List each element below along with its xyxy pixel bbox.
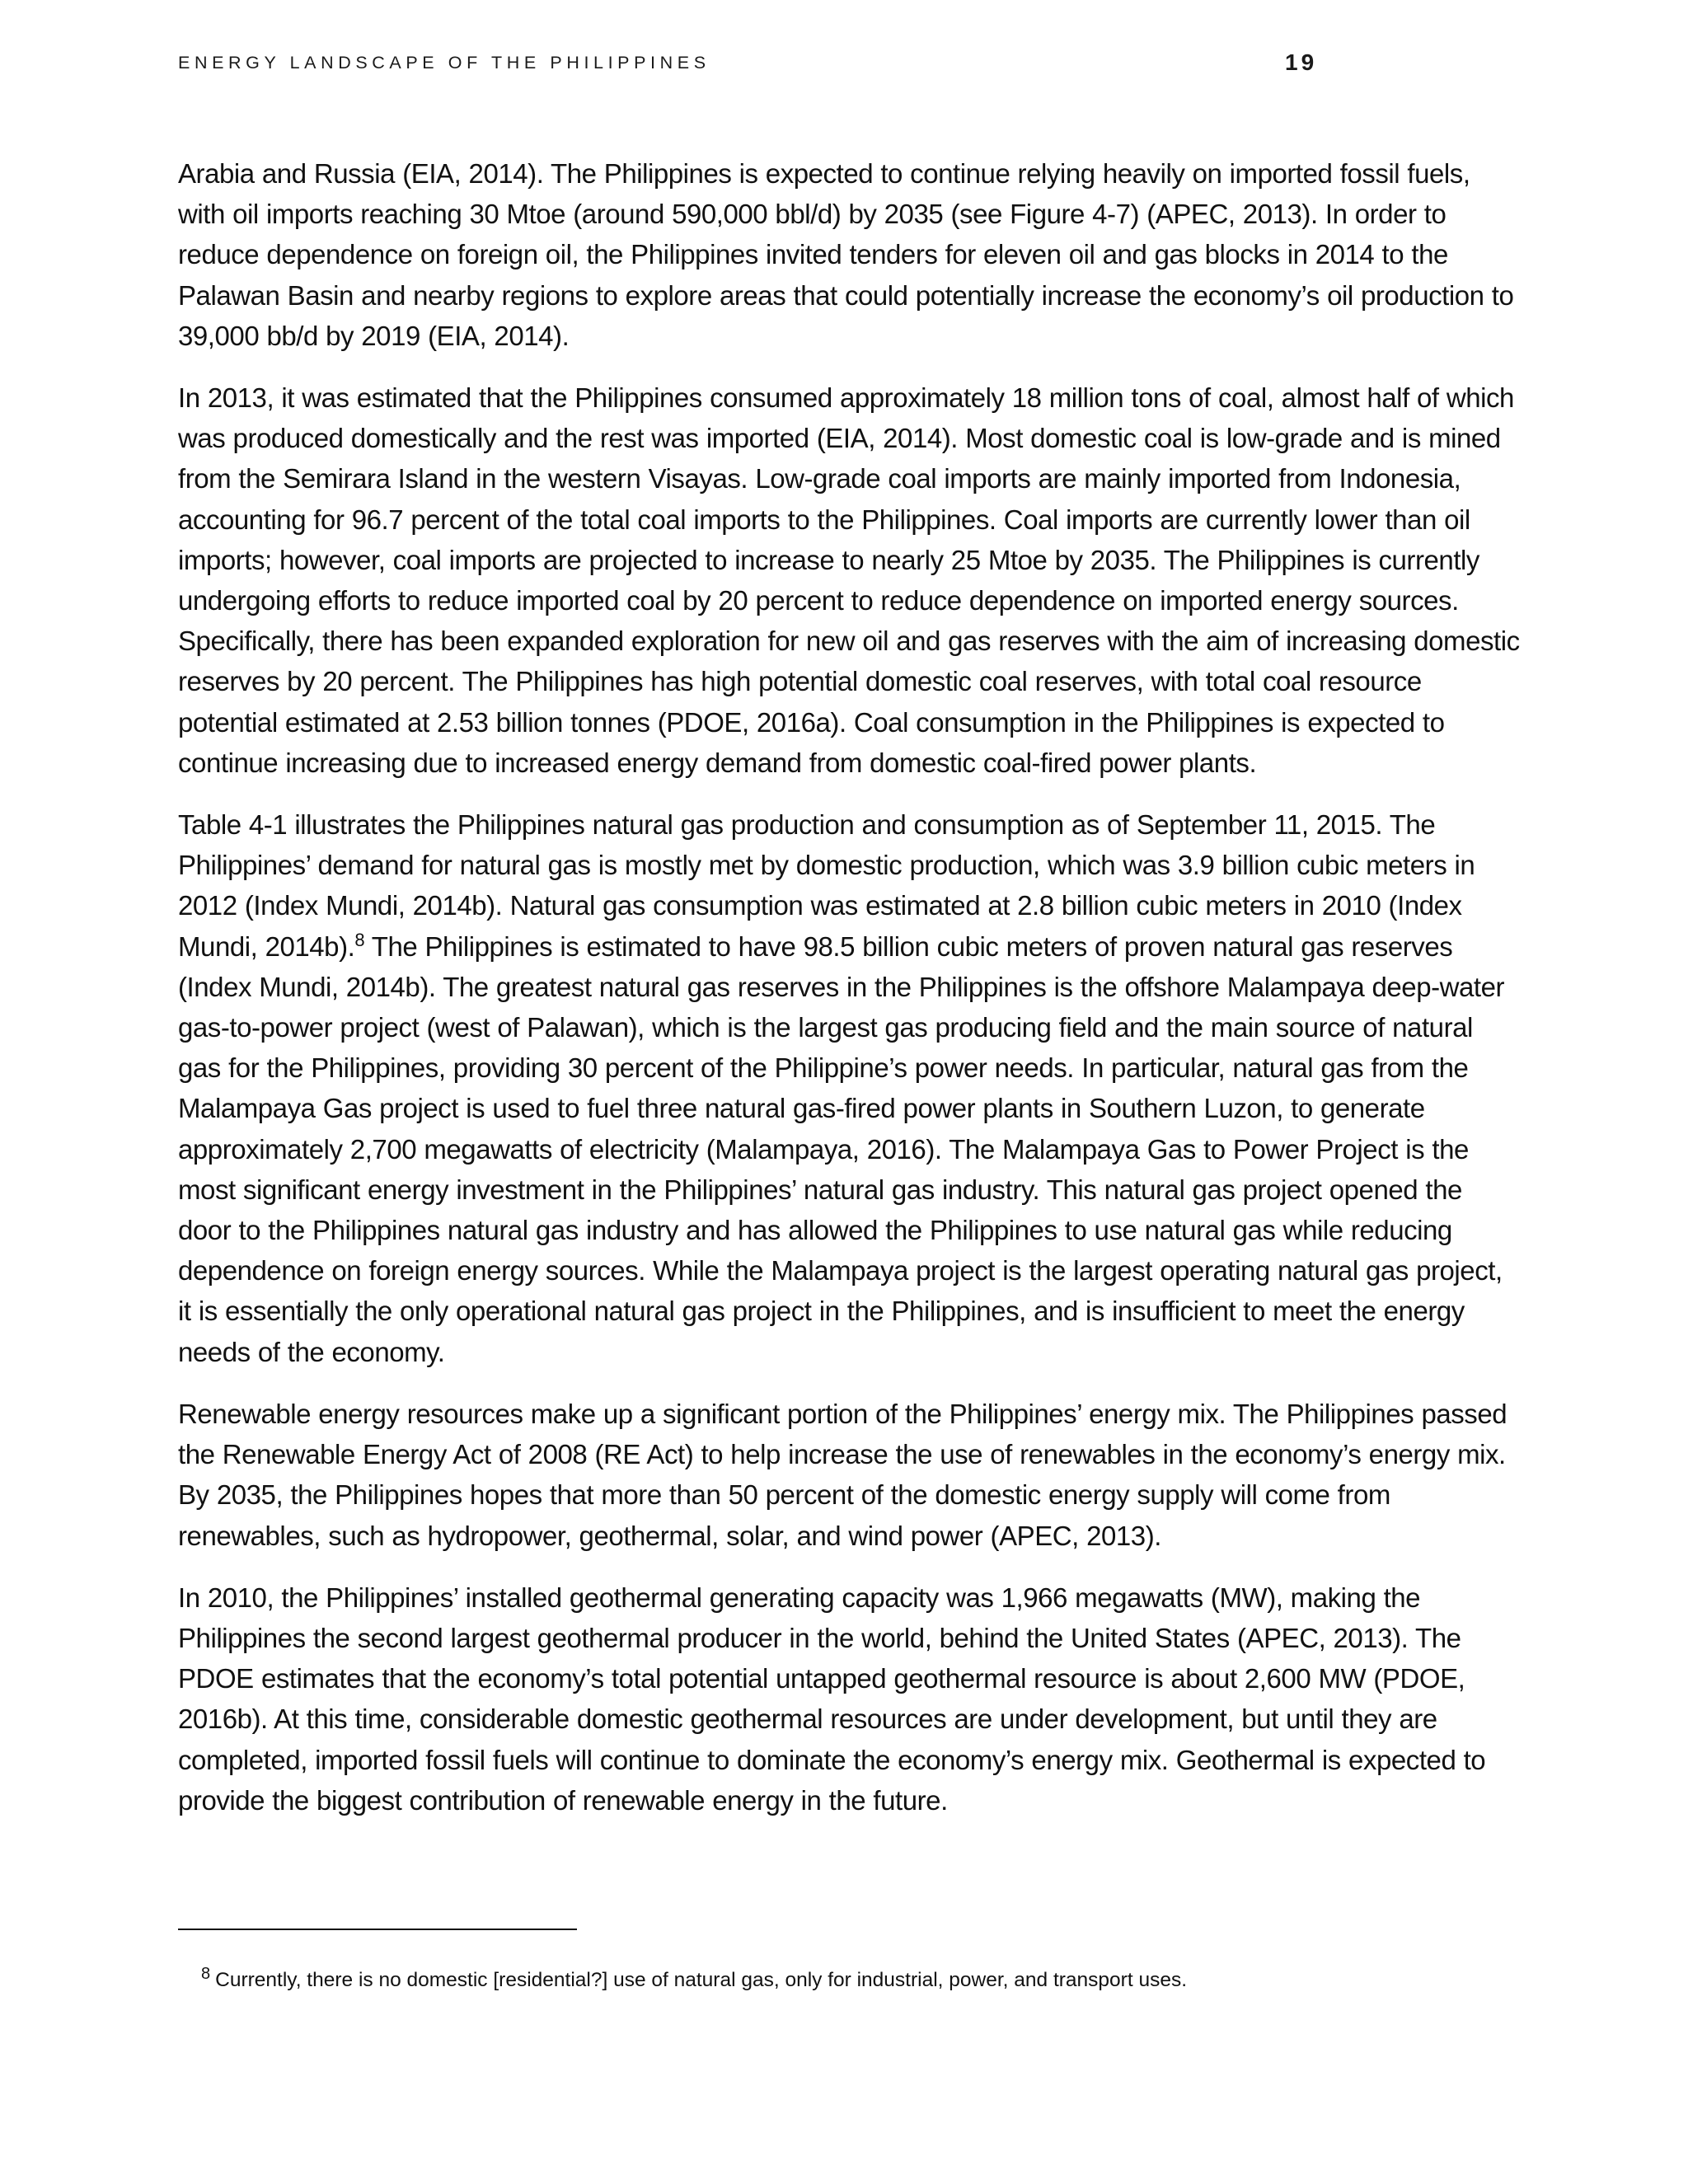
paragraph-renewables: Renewable energy resources make up a significant portion of the Philippines’ energy mix. The Philippines passed the Renewable Energy Act of 2008 (RE Act) to help increase the use of renewables in the economy’s energy mix. By 2035, the Philippines hopes that more than 50 percent of the domestic energy supply will come from renewables, such as hydropower, geothermal, solar, and wind power (APEC, 2013).: [178, 1398, 1507, 1551]
paragraph-coal: In 2013, it was estimated that the Philippines consumed approximately 18 million tons of coal, almost half of which was produced domestically and the rest was imported (EIA, 2014). Most domestic coal is low-grade and is mined from the Semirara Island in the western Visayas. Low-grade coal imports are mainly imported from Indonesia, accounting for 96.7 percent of the total coal imports to the Philippines. Coal imports are currently lower than oil imports; however, coal imports are projected to increase to nearly 25 Mtoe by 2035. The Philippines is currently undergoing efforts to reduce imported coal by 20 percent to reduce dependence on imported energy sources. Specifically, there has been expanded exploration for new oil and gas reserves with the aim of increasing domestic reserves by 20 percent. The Philippines has high potential domestic coal reserves, with total coal resource potential estimated at 2.53 billion tonnes (PDOE, 2016a). Coal consumption in the Philippines is expected to continue increasing due to increased energy demand from domestic coal-fired power plants.: [178, 382, 1520, 778]
page-number: 19: [1285, 49, 1318, 75]
footnote: [201, 1966, 1187, 1994]
natural-gas-text-end: The Philippines is estimated to have 98.5 billion cubic meters of proven natural gas reserves (Index Mundi, 2014b). The greatest natural gas reserves in the Philippines is the offshore Malampaya deep-water gas-to-power project (west of Palawan), which is the largest gas producing field and the main source of natural gas for the Philippines, providing 30 percent of the Philippine’s power needs. In particular, natural gas from the Malampaya Gas project is used to fuel three natural gas-fired power plants in Southern Luzon, to generate approximately 2,700 megawatts of electricity (Malampaya, 2016). The Malampaya Gas to Power Project is the most significant energy investment in the Philippines’ natural gas industry. This natural gas project opened the door to the Philippines natural gas industry and has allowed the Philippines to use natural gas while reducing dependence on foreign energy sources. While the Malampaya project is the largest operating natural gas project, it is essentially the only operational natural gas project in the Philippines, and is insufficient to meet the energy needs of the economy.: [178, 930, 1505, 1367]
footnote-divider: [178, 1929, 577, 1930]
paragraph-oil-imports: Arabia and Russia (EIA, 2014). The Philippines is expected to continue relying heavily on imported fossil fuels, with oil imports reaching 30 Mtoe (around 590,000 bbl/d) by 2035 (see Figure 4-7) (APEC, 2013). In order to reduce dependence on foreign oil, the Philippines invited tenders for eleven oil and gas blocks in 2014 to the Palawan Basin and nearby regions to explore areas that could potentially increase the economy’s oil production to 39,000 bb/d by 2019 (EIA, 2014).: [178, 158, 1514, 351]
footnote-mark: 8: [201, 1964, 211, 1983]
footnote-reference[interactable]: 8: [354, 929, 365, 950]
footnote-text: Currently, there is no domestic [residential?] use of natural gas, only for industrial, power, and transport uses.: [215, 1969, 1187, 1991]
paragraph-natural-gas: [178, 804, 1522, 1372]
body-text: [178, 153, 1522, 1842]
running-title: ENERGY LANDSCAPE OF THE PHILIPPINES: [178, 53, 710, 73]
paragraph-geothermal: In 2010, the Philippines’ installed geothermal generating capacity was 1,966 megawatts (MW), making the Philippines the second largest geothermal producer in the world, behind the United States (APEC, 2013). The PDOE estimates that the economy’s total potential untapped geothermal resource is about 2,600 MW (PDOE, 2016b). At this time, considerable domestic geothermal resources are under development, but until they are completed, imported fossil fuels will continue to dominate the economy’s energy mix. Geothermal is expected to provide the biggest contribution of renewable energy in the future.: [178, 1582, 1486, 1816]
page-header: [178, 49, 1510, 86]
natural-gas-text-start: Table 4-1 illustrates the Philippines natural gas production and consumption as of September 11, 2015. The Philippines’ demand for natural gas is mostly met by domestic production, which was 3.9 billion cubic meters in 2012 (Index Mundi, 2014b). Natural gas consumption was estimated at 2.8 billion cubic meters in 2010 (Index Mundi, 2014b).: [178, 809, 1475, 962]
